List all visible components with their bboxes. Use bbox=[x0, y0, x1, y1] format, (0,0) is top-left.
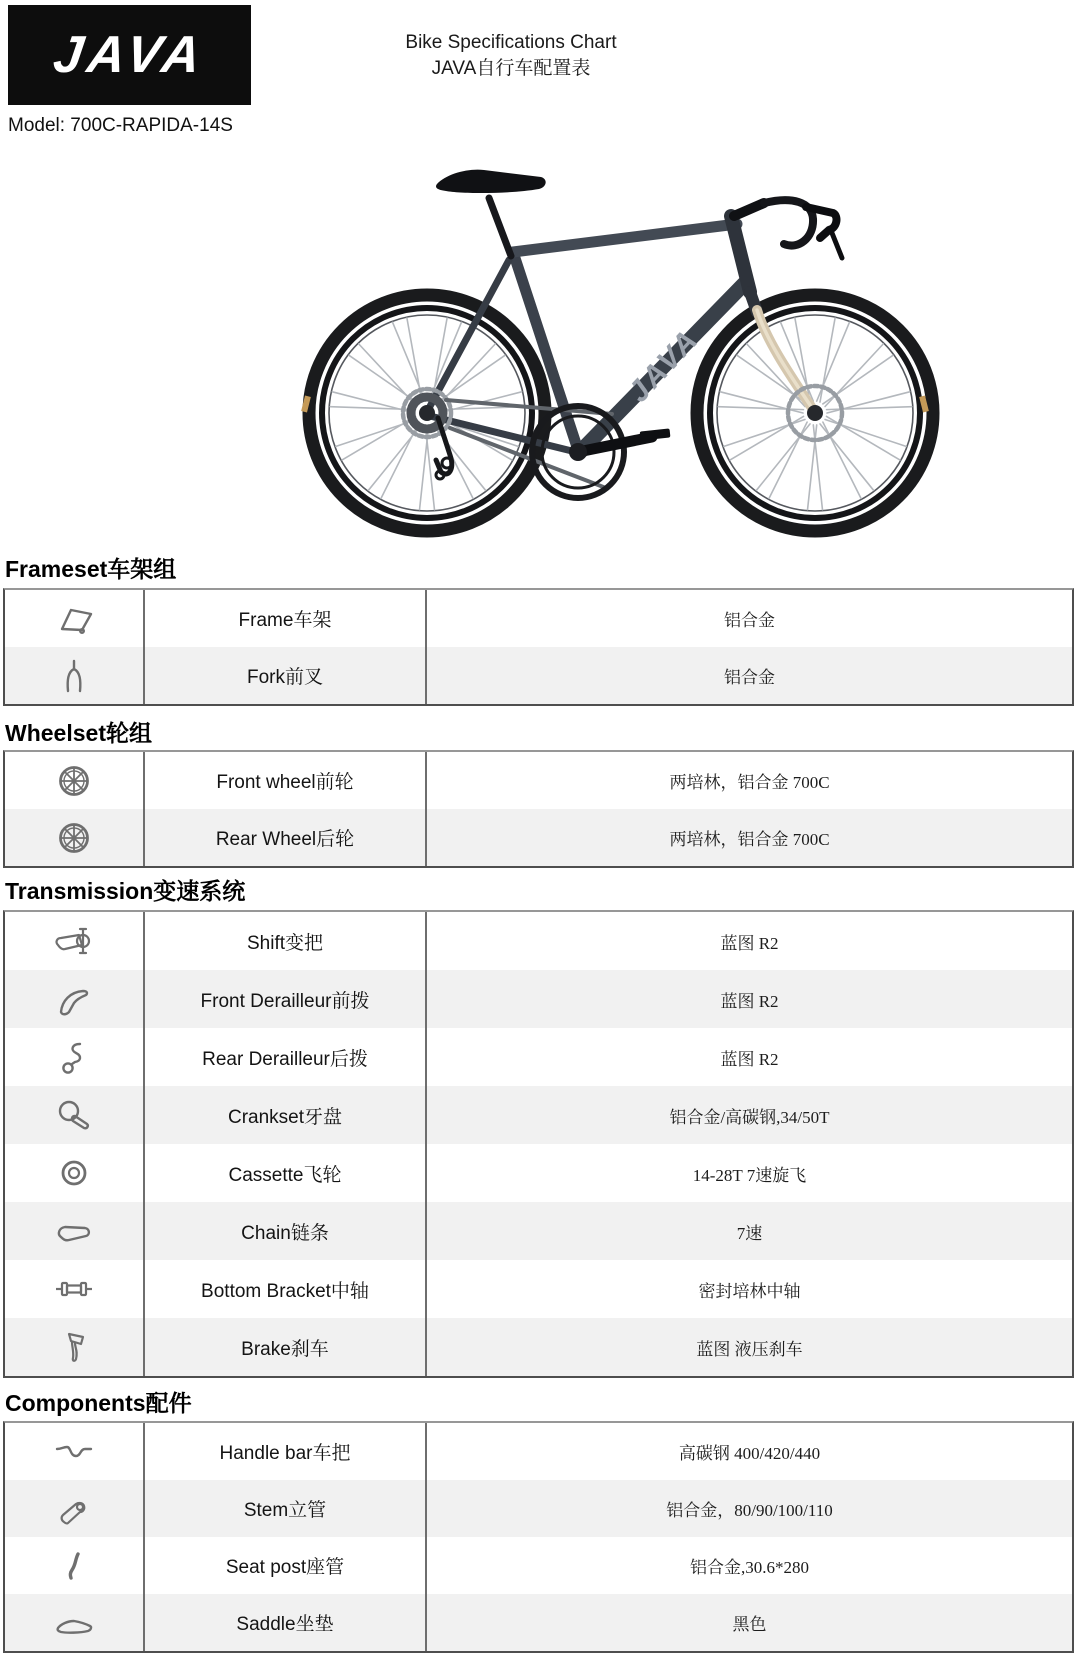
section-title-en: Components bbox=[5, 1390, 146, 1416]
spec-row bbox=[5, 647, 1072, 704]
section-title bbox=[5, 556, 1074, 582]
rear-wheel-icon bbox=[52, 820, 96, 856]
row-value: 蓝图 液压刹车 bbox=[696, 1339, 803, 1359]
row-icon-cell bbox=[5, 809, 145, 866]
row-icon-cell bbox=[5, 590, 145, 647]
row-value: 蓝图 R2 bbox=[720, 991, 779, 1011]
row-icon-cell bbox=[5, 1086, 145, 1144]
row-label: Shift变把 bbox=[246, 932, 324, 954]
section-title bbox=[5, 1390, 1074, 1416]
row-icon-cell bbox=[5, 752, 145, 809]
row-label: Rear Derailleur后拨 bbox=[202, 1048, 368, 1070]
crankset-icon bbox=[52, 1097, 96, 1133]
row-value: 蓝图 R2 bbox=[720, 933, 779, 953]
row-icon-cell bbox=[5, 970, 145, 1028]
spec-row bbox=[5, 1144, 1072, 1202]
section-title-zh: 配件 bbox=[145, 1390, 192, 1416]
spec-row bbox=[5, 1028, 1072, 1086]
row-label: Bottom Bracket中轴 bbox=[201, 1280, 369, 1302]
java-logo bbox=[8, 5, 251, 105]
row-icon-cell bbox=[5, 1537, 145, 1594]
section-title-en: Wheelset bbox=[5, 720, 106, 746]
doc-title-en: Bike Specifications Chart bbox=[405, 32, 617, 53]
spec-row bbox=[5, 1260, 1072, 1318]
spec-row bbox=[5, 1318, 1072, 1376]
spec-row bbox=[5, 590, 1072, 647]
section-title-en: Transmission bbox=[5, 878, 154, 904]
spec-section bbox=[3, 556, 1074, 706]
section-title bbox=[5, 720, 1074, 746]
fork-icon bbox=[52, 658, 96, 694]
spec-row bbox=[5, 809, 1072, 866]
row-value: 铝合金 bbox=[724, 611, 775, 630]
row-label: Crankset牙盘 bbox=[227, 1106, 343, 1128]
model-label: Model: 700C-RAPIDA-14S bbox=[8, 115, 233, 136]
spec-row bbox=[5, 1202, 1072, 1260]
section-title-zh: 车架组 bbox=[107, 556, 177, 582]
spec-row bbox=[5, 970, 1072, 1028]
cassette-icon bbox=[52, 1155, 96, 1191]
spec-row bbox=[5, 912, 1072, 970]
row-icon-cell bbox=[5, 912, 145, 970]
handlebar-icon bbox=[52, 1434, 96, 1470]
row-icon-cell bbox=[5, 1480, 145, 1537]
row-icon-cell bbox=[5, 1260, 145, 1318]
row-icon-cell bbox=[5, 1318, 145, 1376]
row-value: 14-28T 7速旋飞 bbox=[692, 1165, 807, 1185]
row-value: 7速 bbox=[736, 1223, 763, 1243]
row-value: 高碳钢 400/420/440 bbox=[678, 1444, 821, 1463]
java-logo-text: JAVA bbox=[49, 26, 210, 84]
spec-row bbox=[5, 1423, 1072, 1480]
row-value: 铝合金 bbox=[724, 668, 775, 687]
section-title-zh: 轮组 bbox=[105, 720, 152, 746]
downtube-logo: JAVA bbox=[621, 322, 706, 409]
row-label: Fork前叉 bbox=[246, 667, 323, 688]
frame-icon bbox=[52, 601, 96, 637]
shifter-icon bbox=[52, 923, 96, 959]
spec-section bbox=[3, 1390, 1074, 1653]
doc-title bbox=[311, 30, 711, 82]
rear-derailleur-icon bbox=[52, 1039, 96, 1075]
spec-section bbox=[3, 720, 1074, 868]
row-value: 蓝图 R2 bbox=[720, 1049, 779, 1069]
doc-title-zh: JAVA自行车配置表 bbox=[431, 58, 591, 79]
spec-row bbox=[5, 752, 1072, 809]
spec-table bbox=[3, 750, 1074, 868]
chain-icon bbox=[52, 1213, 96, 1249]
row-label: Cassette飞轮 bbox=[228, 1164, 342, 1186]
row-icon-cell bbox=[5, 647, 145, 704]
front-derailleur-icon bbox=[52, 981, 96, 1017]
bike-figure bbox=[0, 140, 1080, 550]
row-label: Stem立管 bbox=[243, 1500, 327, 1521]
bottom-bracket-icon bbox=[52, 1271, 96, 1307]
row-icon-cell bbox=[5, 1594, 145, 1651]
row-value: 铝合金，80/90/100/110 bbox=[666, 1501, 833, 1520]
saddle bbox=[436, 170, 546, 193]
row-label: Front Derailleur前拨 bbox=[200, 990, 370, 1012]
row-icon-cell bbox=[5, 1423, 145, 1480]
spec-table bbox=[3, 1421, 1074, 1653]
seatpost-icon bbox=[52, 1548, 96, 1584]
spec-sections bbox=[0, 556, 1080, 1653]
spec-row bbox=[5, 1594, 1072, 1651]
row-value: 两培林，铝合金 700C bbox=[669, 830, 830, 849]
row-label: Rear Wheel后轮 bbox=[215, 829, 355, 850]
saddle-icon bbox=[52, 1605, 96, 1641]
row-label: Brake刹车 bbox=[241, 1338, 329, 1360]
row-label: Seat post座管 bbox=[225, 1557, 345, 1578]
row-value: 铝合金/高碳钢,34/50T bbox=[669, 1107, 830, 1127]
stem-icon bbox=[52, 1491, 96, 1527]
section-title-zh: 变速系统 bbox=[153, 878, 246, 904]
spec-table bbox=[3, 910, 1074, 1378]
row-icon-cell bbox=[5, 1144, 145, 1202]
spec-row bbox=[5, 1537, 1072, 1594]
spec-row bbox=[5, 1480, 1072, 1537]
row-value: 密封培林中轴 bbox=[698, 1281, 801, 1301]
spec-row bbox=[5, 1086, 1072, 1144]
brake-icon bbox=[52, 1329, 96, 1365]
row-label: Handle bar车把 bbox=[219, 1443, 351, 1464]
row-value: 铝合金,30.6*280 bbox=[690, 1558, 809, 1577]
page-header bbox=[0, 0, 1080, 140]
bike-photo bbox=[160, 140, 950, 552]
row-value: 两培林，铝合金 700C bbox=[669, 773, 830, 792]
section-title bbox=[5, 878, 1074, 904]
row-value: 黑色 bbox=[732, 1615, 767, 1634]
row-label: Front wheel前轮 bbox=[216, 772, 354, 793]
front-wheel-icon bbox=[52, 763, 96, 799]
row-label: Saddle坐垫 bbox=[236, 1614, 334, 1635]
row-icon-cell bbox=[5, 1202, 145, 1260]
row-label: Frame车架 bbox=[238, 610, 332, 631]
row-label: Chain链条 bbox=[241, 1222, 329, 1244]
row-icon-cell bbox=[5, 1028, 145, 1086]
section-title-en: Frameset bbox=[5, 556, 108, 582]
spec-table bbox=[3, 588, 1074, 706]
spec-section bbox=[3, 878, 1074, 1378]
